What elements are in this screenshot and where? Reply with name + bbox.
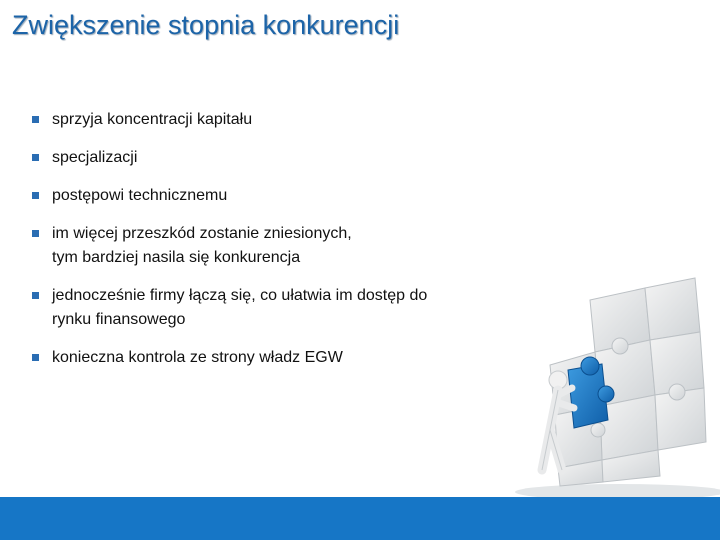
bullet-text-line: rynku finansowego xyxy=(52,311,186,328)
bullet-item xyxy=(32,222,532,270)
bullet-text-line: im więcej przeszkód zostanie zniesionych, xyxy=(52,225,352,242)
bullet-item xyxy=(32,284,532,332)
bullet-item xyxy=(32,146,532,170)
bullet-text: postępowi technicznemu xyxy=(52,187,228,204)
square-bullet-icon xyxy=(32,116,39,123)
bullet-text: sprzyja koncentracji kapitału xyxy=(52,111,253,128)
square-bullet-icon xyxy=(32,192,39,199)
bullet-list xyxy=(32,108,532,384)
bullet-text: konieczna kontrola ze strony władz EGW xyxy=(52,349,343,366)
footer-bar xyxy=(0,497,720,540)
bullet-item xyxy=(32,108,532,132)
square-bullet-icon xyxy=(32,154,39,161)
square-bullet-icon xyxy=(32,354,39,361)
bullet-text-line: jednocześnie firmy łączą się, co ułatwia im dostęp do xyxy=(52,287,428,304)
square-bullet-icon xyxy=(32,292,39,299)
puzzle-wall-figure-icon xyxy=(490,270,720,500)
bullet-text: specjalizacji xyxy=(52,149,138,166)
bullet-item xyxy=(32,184,532,208)
bullet-item xyxy=(32,346,532,370)
bullet-text-line: tym bardziej nasila się konkurencja xyxy=(52,249,301,266)
slide-title: Zwiększenie stopnia konkurencji xyxy=(12,10,400,40)
square-bullet-icon xyxy=(32,230,39,237)
